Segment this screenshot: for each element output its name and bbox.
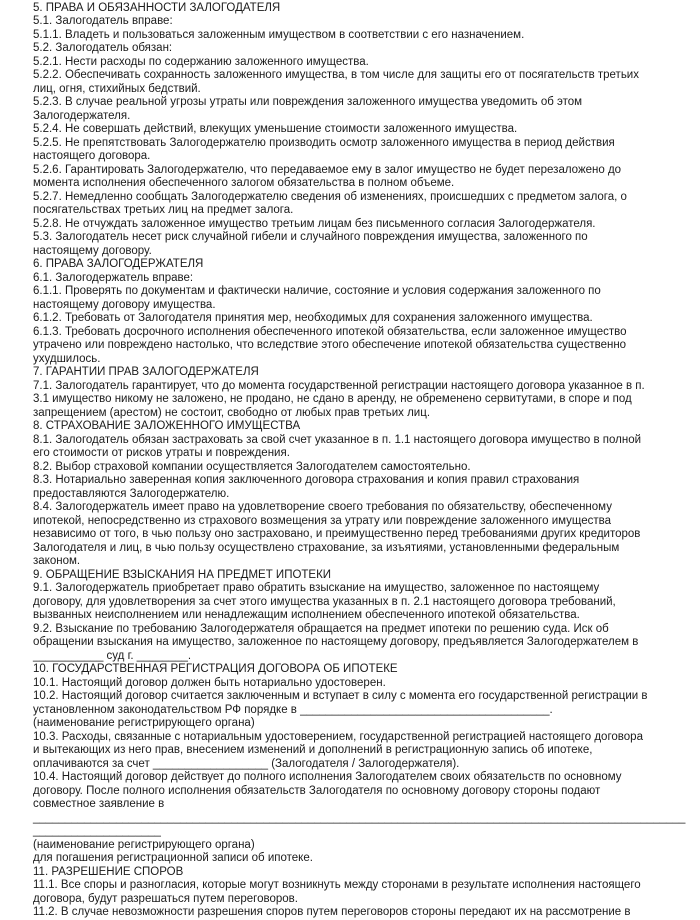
- document-line: настоящего договора.: [33, 150, 151, 162]
- blank-fill-line: ___________ суд г. ________.: [33, 649, 192, 662]
- document-line: для погашения регистрационной записи об ипотеке.: [33, 852, 313, 864]
- document-line: запрещением (арестом) не состоит, свободно от любых прав третьих лиц.: [33, 406, 431, 419]
- document-line: 8.2. Выбор страховой компании осуществляется Залогодателем самостоятельно.: [33, 460, 471, 473]
- document-line: 6.1.1. Проверять по документам и фактически наличие, состояние и условия содержания заложенного по: [33, 285, 601, 297]
- document-line: 8.3. Нотариально заверенная копия заключенного договора страхования и копия правил страхования: [33, 474, 580, 486]
- document-line: (наименование регистрирующего органа): [33, 838, 255, 851]
- document-line: и вытекающих из него прав, внесением изменений и дополнений в регистрационную запись об ипотеке,: [33, 744, 593, 756]
- document-line: 5.2.5. Не препятствовать Залогодержателю производить осмотр заложенного имущества в период действия: [33, 136, 615, 149]
- document-line: Залогодержателя.: [33, 109, 131, 122]
- document-line: момента исполнения обеспеченного залогом обязательства в полном объеме.: [33, 177, 455, 189]
- document-line: 5.2.3. В случае реальной угрозы утраты или повреждения заложенного имущества уведомить об этом: [33, 96, 583, 108]
- document-line: 8.1. Залогодатель обязан застраховать за свой счет указанное в п. 1.1 настоящего договора имущество в полной: [33, 433, 642, 446]
- section-heading: 11. РАЗРЕШЕНИЕ СПОРОВ: [33, 865, 184, 878]
- document-line: законом.: [33, 555, 81, 567]
- document-line: 5.1.1. Владеть и пользоваться заложенным имуществом в соответствии с его назначением.: [33, 28, 525, 41]
- document-line: его стоимости от рисков утраты и повреждения.: [33, 447, 290, 459]
- document-line: оплачиваются за счет __________________ (Залогодателя / Залогодержателя).: [33, 757, 460, 770]
- blank-fill-line: ____________________: [33, 825, 161, 837]
- document-line: 11.2. В случае невозможности разрешения споров путем переговоров стороны передают их на рассмотрение в: [33, 906, 631, 918]
- section-heading: 6. ПРАВА ЗАЛОГОДЕРЖАТЕЛЯ: [33, 258, 204, 270]
- document-line: обращении взыскания на имущество, заложенное по настоящему договору, предъявляется Залогодержателем в: [33, 636, 639, 648]
- document-line: договору. После полного исполнения обязательств Залогодателя по основному договору стороны подают: [33, 784, 601, 797]
- document-line: ухудшилось.: [33, 352, 101, 365]
- document-line: 3.1 имущество никому не заложено, не продано, не сдано в аренду, не обременено сервитутами, в споре и под: [33, 393, 632, 405]
- document-line: договору, для удовлетворения за счет этого имущества указанных в п. 2.1 настоящего договора требований,: [33, 595, 616, 608]
- document-line: Залогодателя и лиц, в чью пользу осуществлено страхование, за изъятиями, установленными федеральным: [33, 541, 620, 554]
- document-line: настоящему договору.: [33, 244, 152, 257]
- document-line: 10.2. Настоящий договор считается заключенным и вступает в силу с момента его государственной регистрации в: [33, 690, 648, 702]
- document-line: 5.2.1. Нести расходы по содержанию заложенного имущества.: [33, 55, 369, 68]
- section-heading: 10. ГОСУДАРСТВЕННАЯ РЕГИСТРАЦИЯ ДОГОВОРА ОБ ИПОТЕКЕ: [33, 663, 398, 675]
- section-heading: 7. ГАРАНТИИ ПРАВ ЗАЛОГОДЕРЖАТЕЛЯ: [33, 366, 259, 378]
- document-line: 9.2. Взыскание по требованию Залогодержателя обращается на предмет ипотеки по решению суда. Иск об: [33, 622, 609, 635]
- document-line: 5.2.4. Не совершать действий, влекущих уменьшение стоимости заложенного имущества.: [33, 123, 518, 135]
- contract-text-body: [33, 2, 690, 920]
- document-line: 11.1. Все споры и разногласия, которые могут возникнуть между сторонами в результате исполнения настоящего: [33, 879, 641, 891]
- document-line: 10.3. Расходы, связанные с нотариальным удостоверением, государственной регистрацией настоящего договора: [33, 730, 643, 743]
- document-line: предоставляются Залогодержателю.: [33, 487, 230, 500]
- section-heading: 8. СТРАХОВАНИЕ ЗАЛОЖЕННОГО ИМУЩЕСТВА: [33, 420, 301, 432]
- document-line: 10.4. Настоящий договор действует до полного исполнения Залогодателем своих обязательств по основному: [33, 771, 622, 783]
- document-line: ипотекой, непосредственно из страхового возмещения за утрату или повреждение заложенного имущества: [33, 514, 612, 527]
- document-line: 5.2. Залогодатель обязан:: [33, 42, 173, 54]
- document-line: 5.3. Залогодатель несет риск случайной гибели и случайного повреждения имущества, заложенного по: [33, 231, 588, 243]
- document-line: независимо от того, в чью пользу оно застраховано, и преимущественно перед требованиями других кредиторов: [33, 528, 641, 540]
- document-line: договора, будут разрешаться путем переговоров.: [33, 892, 298, 905]
- document-line: 5.2.6. Гарантировать Залогодержателю, что передаваемое ему в залог имущество не будет перезаложено до: [33, 163, 622, 176]
- document-line: 5.2.7. Немедленно сообщать Залогодержателю сведения об изменениях, происшедших с предметом залога, о: [33, 190, 627, 203]
- document-line: лиц, огня, стихийных бедствий.: [33, 82, 201, 95]
- document-line: вызванных неисполнением или ненадлежащим исполнением обеспеченного ипотекой обязательства.: [33, 609, 580, 621]
- document-line: 5.2.2. Обеспечивать сохранность заложенного имущества, в том числе для защиты его от посягательств третьих: [33, 69, 639, 81]
- document-line: 8.4. Залогодержатель имеет право на удовлетворение своего требования по обязательству, обеспеченному: [33, 501, 612, 513]
- document-line: 9.1. Залогодержатель приобретает право обратить взыскание на имущество, заложенное по настоящему: [33, 582, 600, 594]
- document-line: 6.1. Залогодержатель вправе:: [33, 271, 194, 284]
- document-line: 5.1. Залогодатель вправе:: [33, 15, 173, 27]
- blank-fill-line: ______________________________________________________________________________________________________: [33, 811, 686, 824]
- section-heading: 5. ПРАВА И ОБЯЗАННОСТИ ЗАЛОГОДАТЕЛЯ: [33, 1, 281, 14]
- document-line: 6.1.2. Требовать от Залогодателя принятия мер, необходимых для сохранения заложенного имущества.: [33, 312, 593, 324]
- document-line: (наименование регистрирующего органа): [33, 717, 255, 729]
- document-line: 10.1. Настоящий договор должен быть нотариально удостоверен.: [33, 676, 386, 689]
- document-line: совместное заявление в: [33, 798, 165, 810]
- document-line: посягательствах третьих лиц на предмет залога.: [33, 204, 294, 216]
- document-line: утрачено или повреждено настолько, что вследствие этого обеспечение ипотекой обязательства существенно: [33, 339, 627, 351]
- document-line: 5.2.8. Не отчуждать заложенное имущество третьим лицам без письменного согласия Залогодержателя.: [33, 217, 596, 230]
- document-line: установленном законодательством РФ порядке в _______________________________________.: [33, 703, 553, 716]
- document-line: 7.1. Залогодатель гарантирует, что до момента государственной регистрации настоящего договора указанное в п.: [33, 379, 645, 392]
- document-line: 6.1.3. Требовать досрочного исполнения обеспеченного ипотекой обязательства, если заложенное имущество: [33, 325, 627, 338]
- section-heading: 9. ОБРАЩЕНИЕ ВЗЫСКАНИЯ НА ПРЕДМЕТ ИПОТЕКИ: [33, 568, 332, 581]
- document-line: настоящему договору имущества.: [33, 298, 216, 311]
